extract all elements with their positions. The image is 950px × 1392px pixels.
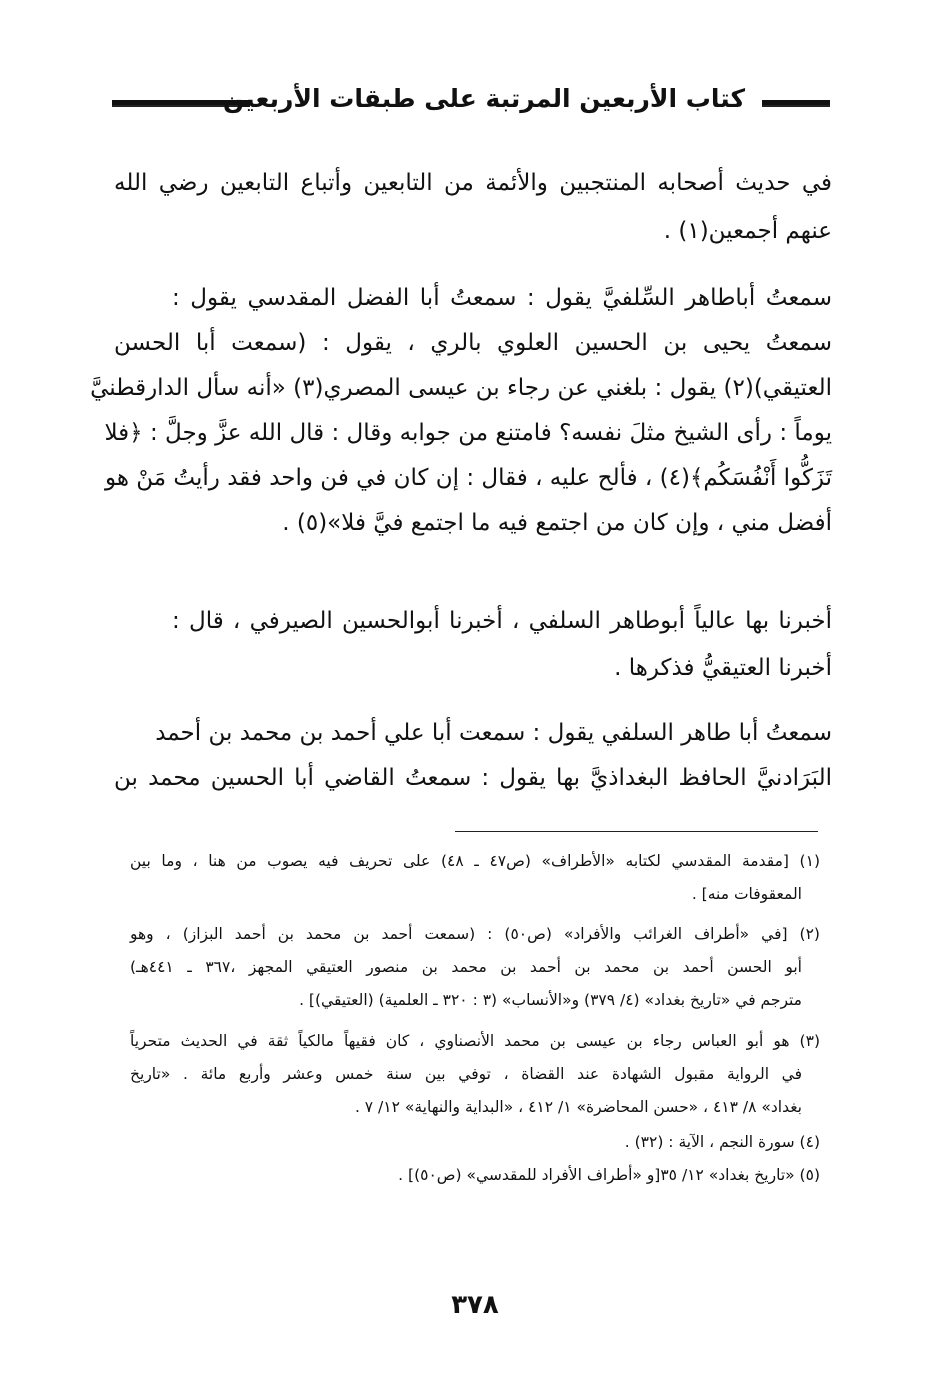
text-line: في حديث أصحابه المنتجبين والأئمة من التابعين وأتباع التابعين رضي الله	[114, 170, 832, 196]
footnote-line: (٣) هو أبو العباس رجاء بن عيسى بن محمد الأنصناوي ، كان فقيهاً مالكياً ثقة في الحديث متحرياً	[130, 1032, 820, 1050]
footnote-line: (٤) سورة النجم ، الآية : (٣٢) .	[624, 1133, 820, 1151]
footnote-line: (٥) «تاريخ بغداد» ١٢/ ٣٥[و «أطراف الأفراد للمقدسي» (ص٥٠)] .	[398, 1166, 820, 1184]
footnote-separator	[455, 831, 818, 832]
text-line: أخبرنا العتيقيُّ فذكرها .	[614, 655, 832, 681]
page-number: ٣٧٨	[451, 1290, 499, 1320]
footnote-line: بغداد» ٨/ ٤١٣ ، «حسن المحاضرة» ١/ ٤١٢ ، «البداية والنهاية» ١٢/ ٧ .	[354, 1098, 802, 1116]
text-line: سمعتُ أبا طاهر السلفي يقول : سمعت أبا علي أحمد بن محمد بن أحمد	[155, 720, 832, 746]
header-rule-right	[762, 100, 830, 107]
text-line: أفضل مني ، وإن كان من اجتمع فيه ما اجتمع فيَّ فلا»(٥) .	[282, 510, 832, 536]
text-line: يوماً : رأى الشيخ مثلَ نفسه؟ فامتنع من جوابه وقال : قال الله عزَّ وجلَّ : ﴿فلا	[104, 420, 832, 446]
footnote-line: في الرواية مقبول الشهادة عند القضاة ، توفي بين سنة خمس وعشر وأربع مائة . «تاريخ	[130, 1065, 802, 1083]
footnote-line: (٢) [في «أطراف الغرائب والأفراد» (ص٥٠) : (سمعت أحمد بن محمد بن أحمد البزاز) ، وهو	[130, 925, 820, 943]
text-line: تَزَكُّوا أَنْفُسَكُم﴾(٤) ، فألح عليه ، فقال : إن كان في فن واحد فقد رأيتُ مَنْ هو	[104, 465, 832, 491]
footnote-line: المعقوفات منه] .	[691, 885, 802, 903]
text-line: العتيقي)(٢) يقول : بلغني عن رجاء بن عيسى المصري(٣) «أنه سأل الدارقطنيَّ	[90, 375, 832, 401]
text-line: عنهم أجمعين(١) .	[663, 218, 832, 244]
text-line: سمعتُ أباطاهر السِّلفيَّ يقول : سمعتُ أبا الفضل المقدسي يقول :	[172, 285, 832, 311]
footnote-line: مترجم في «تاريخ بغداد» (٤/ ٣٧٩) و«الأنساب» (٣ : ٣٢٠ ـ العلمية) (العتيقي)] .	[299, 991, 802, 1009]
footnote-line: أبو الحسن أحمد بن محمد بن أحمد بن محمد بن منصور العتيقي المجهز ،٣٦٧ ـ ٤٤١هـ)	[130, 958, 802, 976]
text-line: سمعتُ يحيى بن الحسين العلوي بالري ، يقول : (سمعت أبا الحسن	[114, 330, 832, 356]
footnote-line: (١) [مقدمة المقدسي لكتابه «الأطراف» (ص٤٧ ـ ٤٨) على تحريف فيه يصوب من هنا ، وما بين	[130, 852, 820, 870]
book-title: كتاب الأربعين المرتبة على طبقات الأربعين	[222, 84, 745, 113]
text-line: أخبرنا بها عالياً أبوطاهر السلفي ، أخبرنا أبوالحسين الصيرفي ، قال :	[172, 608, 832, 634]
text-line: البَرَادنيَّ الحافظ البغداذيَّ بها يقول : سمعتُ القاضي أبا الحسين محمد بن	[114, 765, 832, 791]
